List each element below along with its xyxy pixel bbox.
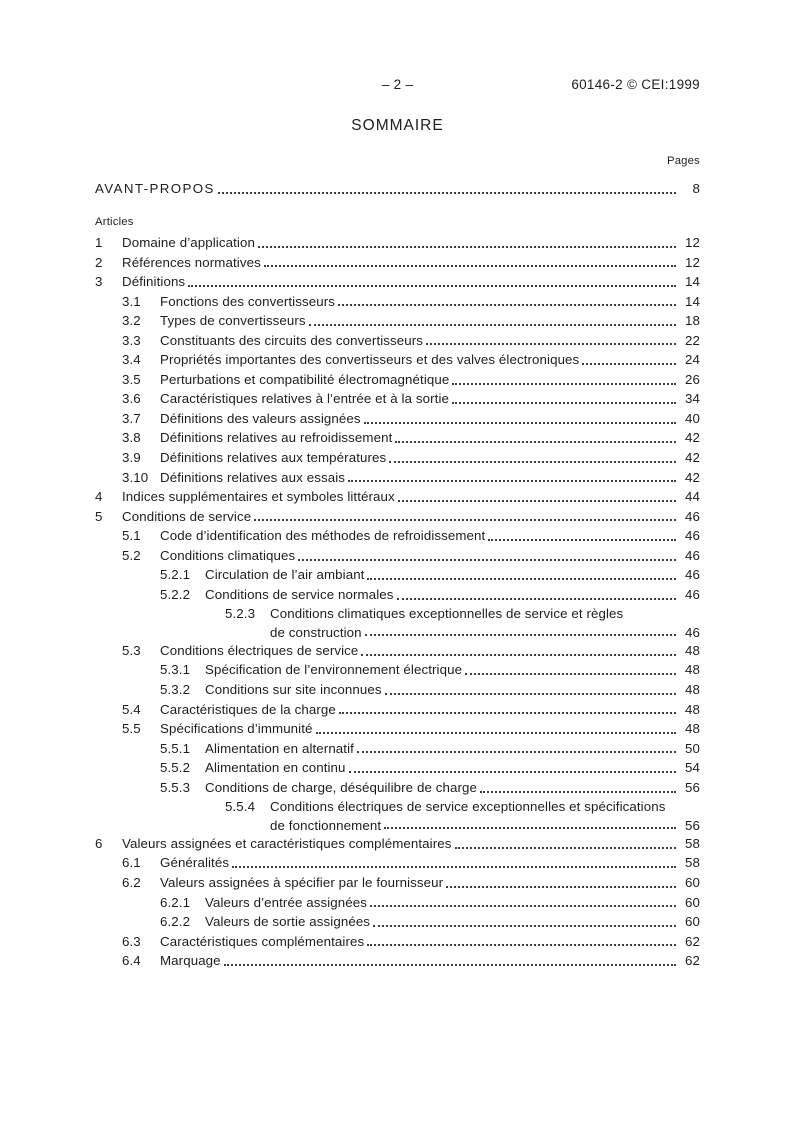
toc-entry-title: Perturbations et compatibilité électromagnétique: [160, 371, 450, 387]
toc-entry-number: 6.1: [122, 855, 141, 871]
toc-entry-number: 3.3: [122, 332, 141, 348]
toc-entry-title: Marquage: [160, 953, 221, 969]
toc-entry: [95, 680, 700, 700]
dot-leader: [357, 751, 676, 753]
toc-entry-page: 40: [685, 410, 700, 426]
toc-entry-number: 5.5.1: [160, 740, 191, 756]
toc-entry-number: 3.1: [122, 293, 141, 309]
toc-entry-page: 54: [685, 760, 700, 776]
toc-entry-page: 56: [685, 779, 700, 795]
toc-entry-title: Conditions électriques de service exceptionnelles et spécifications: [270, 799, 666, 815]
dot-leader: [339, 712, 676, 714]
toc-entry-page: 48: [685, 721, 700, 737]
dot-leader: [224, 964, 676, 966]
toc-entry-number: 6.4: [122, 953, 141, 969]
toc-entry-number: 3.5: [122, 371, 141, 387]
toc-entry-page: 26: [685, 371, 700, 387]
toc-entry-first-line: [160, 797, 700, 817]
toc-entry: [95, 912, 700, 932]
toc-entry-page: 46: [685, 508, 700, 524]
toc-entry-title: Caractéristiques de la charge: [160, 701, 336, 717]
toc-entry-page: 56: [685, 817, 700, 833]
toc-entry-page: 46: [685, 528, 700, 544]
toc-entry-page: 50: [685, 740, 700, 756]
toc-entry-number: 5.5: [122, 721, 141, 737]
toc-entry-page: 60: [685, 914, 700, 930]
toc-entry-number: 3.6: [122, 391, 141, 407]
toc-entry: [95, 507, 700, 527]
toc-entry-number: 5.4: [122, 701, 141, 717]
toc-entry-title: Conditions climatiques exceptionnelles de service et règles: [270, 606, 624, 622]
dot-leader: [348, 480, 676, 482]
toc-entry: [95, 719, 700, 739]
toc-entry-number: 5.3.2: [160, 682, 191, 698]
toc-entry: [95, 468, 700, 488]
toc-entry: [95, 487, 700, 507]
dot-leader: [480, 791, 676, 793]
toc-entry-number: 1: [95, 235, 103, 250]
toc-entry-page: 12: [685, 254, 700, 270]
toc-entry-number: 5.2.1: [160, 567, 191, 583]
dot-leader: [367, 944, 676, 946]
toc-entry-title: Spécifications d’immunité: [160, 721, 313, 737]
toc-entry-title: Valeurs assignées et caractéristiques complémentaires: [122, 835, 452, 851]
toc-entry-page: 46: [685, 586, 700, 602]
dot-leader: [218, 192, 676, 194]
toc-entry: [95, 409, 700, 429]
dot-leader: [488, 539, 676, 541]
toc-entry-number: 3.9: [122, 450, 141, 466]
toc-entry-title: Définitions des valeurs assignées: [160, 410, 361, 426]
toc-entry-continuation-line: [160, 624, 700, 641]
toc-entry-title: Fonctions des convertisseurs: [160, 293, 335, 309]
toc-entry: [95, 932, 700, 952]
toc-entry-page: 46: [685, 547, 700, 563]
toc-entry-title: Définitions relatives aux essais: [160, 469, 346, 485]
toc-entry-page: 58: [685, 835, 700, 851]
page-number-marker: – 2 –: [381, 77, 414, 92]
toc-entry-number: 5.5.2: [160, 760, 191, 776]
dot-leader: [385, 693, 676, 695]
dot-leader: [349, 771, 676, 773]
toc-entry-title: Domaine d’application: [122, 235, 255, 250]
toc-entry-title: Conditions climatiques: [160, 547, 296, 563]
toc-entry-title: Constituants des circuits des convertisseurs: [160, 332, 424, 348]
toc-entry-title: Généralités: [160, 855, 230, 871]
toc-entry: [95, 253, 700, 273]
toc-entry-avant-propos: [95, 179, 700, 199]
toc-entry-page: 14: [685, 293, 700, 309]
toc-entry-page: 22: [685, 332, 700, 348]
toc-entry: [95, 585, 700, 605]
toc-entry-page: 12: [685, 235, 700, 250]
toc-entry-page: 44: [685, 489, 700, 505]
toc-entry-title: Références normatives: [122, 254, 261, 270]
toc-entry-title: Alimentation en continu: [205, 760, 346, 776]
toc-entry-page: 46: [685, 624, 700, 640]
toc-entry-page: 48: [685, 642, 700, 658]
toc-entry-title: Conditions sur site inconnues: [205, 682, 382, 698]
toc-entry-number: 6.2: [122, 874, 141, 890]
toc-entry-title: Conditions de service normales: [205, 586, 394, 602]
toc-entry-title: AVANT-PROPOS: [95, 181, 215, 196]
toc-entry-number: 5.5.3: [160, 779, 191, 795]
toc-entry: [95, 311, 700, 331]
pages-column-label: Pages: [666, 155, 700, 167]
dot-leader: [465, 673, 676, 675]
toc-entry-number: 6.3: [122, 933, 141, 949]
toc-entry-page: 14: [685, 274, 700, 290]
toc-entry-number: 3.4: [122, 352, 141, 368]
toc-entry-number: 3.8: [122, 430, 141, 446]
toc-entry-page: 42: [685, 469, 700, 485]
toc-entry: [95, 272, 700, 292]
toc-entry: [95, 778, 700, 798]
toc-entry-number: 5.2.2: [160, 586, 191, 602]
toc-entry: [95, 370, 700, 390]
toc-entry-title: Valeurs d’entrée assignées: [205, 894, 368, 910]
toc-entry: [95, 233, 700, 253]
dot-leader: [338, 304, 676, 306]
toc-entry-title: Valeurs assignées à spécifier par le fournisseur: [160, 874, 444, 890]
toc-entry-title: Types de convertisseurs: [160, 313, 306, 329]
dot-leader: [264, 265, 676, 267]
toc-entry-first-line: [160, 604, 700, 624]
toc-entry-title: Caractéristiques relatives à l’entrée et à la sortie: [160, 391, 449, 407]
toc-entry-number: 5.2: [122, 547, 141, 563]
dot-leader: [452, 402, 676, 404]
document-reference: 60146-2 © CEI:1999: [571, 77, 700, 92]
toc-entry-title-continuation: de fonctionnement: [270, 817, 382, 833]
toc-entry-title: Alimentation en alternatif: [205, 740, 354, 756]
toc-entry-page: 58: [685, 855, 700, 871]
toc-entry-title: Définitions relatives aux températures: [160, 450, 387, 466]
toc-entry-page: 18: [685, 313, 700, 329]
toc-entry-number: 3.2: [122, 313, 141, 329]
toc-entry: [95, 331, 700, 351]
toc-list: [95, 233, 700, 971]
toc-entry-page: 42: [685, 430, 700, 446]
toc-entry: [95, 893, 700, 913]
toc-entry: [95, 660, 700, 680]
toc-entry-page: 48: [685, 682, 700, 698]
toc-title: SOMMAIRE: [351, 117, 444, 134]
toc-entry-page: 24: [685, 352, 700, 368]
toc-entry-page: 60: [685, 894, 700, 910]
dot-leader: [298, 559, 676, 561]
toc-entry: [95, 428, 700, 448]
toc-entry-page: 42: [685, 450, 700, 466]
toc-entry-title: Définitions: [122, 274, 186, 290]
toc-entry-number: 5: [95, 508, 103, 524]
toc-entry-number: 3.7: [122, 410, 141, 426]
toc-entry: [95, 565, 700, 585]
toc-entry-title: Propriétés importantes des convertisseurs et des valves électroniques: [160, 352, 580, 368]
page-header: [95, 76, 700, 93]
toc-entry: [95, 834, 700, 854]
dot-leader: [373, 925, 676, 927]
toc-entry-page: 46: [685, 567, 700, 583]
toc-entry-title: Spécification de l’environnement électrique: [205, 662, 463, 678]
toc-entry: [95, 758, 700, 778]
toc-entry: [95, 546, 700, 566]
toc-entry-page: 62: [685, 933, 700, 949]
articles-section-label: Articles: [95, 216, 134, 228]
toc-entry: [95, 389, 700, 409]
toc-entry: [95, 873, 700, 893]
dot-leader: [426, 343, 676, 345]
toc-entry-page: 48: [685, 701, 700, 717]
toc-entry-page: 8: [692, 181, 700, 196]
dot-leader: [188, 285, 676, 287]
dot-leader: [254, 519, 676, 521]
dot-leader: [232, 866, 676, 868]
toc-entry: [95, 797, 700, 834]
toc-entry: [95, 853, 700, 873]
toc-entry: [95, 350, 700, 370]
dot-leader: [316, 732, 676, 734]
toc-entry-page: 60: [685, 874, 700, 890]
dot-leader: [395, 441, 676, 443]
toc-entry: [95, 292, 700, 312]
dot-leader: [361, 654, 676, 656]
toc-entry-number: 5.3.1: [160, 662, 191, 678]
toc-entry-title: Circulation de l’air ambiant: [205, 567, 365, 583]
toc-entry-number: 6.2.1: [160, 894, 191, 910]
toc-entry-number: 5.1: [122, 528, 141, 544]
dot-leader: [367, 578, 676, 580]
toc-entry-number: 4: [95, 489, 103, 505]
dot-leader: [398, 500, 676, 502]
dot-leader: [309, 324, 676, 326]
toc-entry-number: 3.10: [122, 469, 149, 485]
dot-leader: [365, 634, 676, 636]
dot-leader: [582, 363, 676, 365]
toc-entry-page: 48: [685, 662, 700, 678]
toc-entry-title: Code d’identification des méthodes de refroidissement: [160, 528, 486, 544]
toc-entry-title: Caractéristiques complémentaires: [160, 933, 365, 949]
toc-entry-title: Valeurs de sortie assignées: [205, 914, 371, 930]
dot-leader: [364, 422, 676, 424]
toc-entry-title: Conditions de service: [122, 508, 252, 524]
toc-entry-number: 3: [95, 274, 103, 290]
toc-entry-number: 6: [95, 835, 103, 851]
toc-entry-title: Conditions électriques de service: [160, 642, 359, 658]
toc-entry-continuation-line: [160, 817, 700, 834]
toc-entry-number: 6.2.2: [160, 914, 191, 930]
toc-entry: [95, 739, 700, 759]
toc-entry: [95, 526, 700, 546]
toc-entry-title: Indices supplémentaires et symboles littéraux: [122, 489, 395, 505]
toc-entry-page: 34: [685, 391, 700, 407]
toc-entry: [95, 604, 700, 641]
dot-leader: [370, 905, 676, 907]
dot-leader: [384, 827, 676, 829]
toc-entry: [95, 641, 700, 661]
toc-entry: [95, 951, 700, 971]
dot-leader: [452, 383, 676, 385]
toc-entry-number: 5.5.4: [225, 799, 256, 815]
toc-entry: [95, 448, 700, 468]
toc-entry-title-continuation: de construction: [270, 624, 362, 640]
toc-entry-title: Conditions de charge, déséquilibre de charge: [205, 779, 477, 795]
dot-leader: [397, 598, 676, 600]
dot-leader: [258, 246, 676, 248]
dot-leader: [389, 461, 676, 463]
dot-leader: [455, 847, 676, 849]
toc-entry-number: 5.3: [122, 642, 141, 658]
toc-entry-number: 5.2.3: [225, 606, 256, 622]
toc-entry-page: 62: [685, 953, 700, 969]
toc-entry: [95, 700, 700, 720]
toc-entry-number: 2: [95, 254, 103, 270]
dot-leader: [446, 886, 676, 888]
toc-entry-title: Définitions relatives au refroidissement: [160, 430, 393, 446]
